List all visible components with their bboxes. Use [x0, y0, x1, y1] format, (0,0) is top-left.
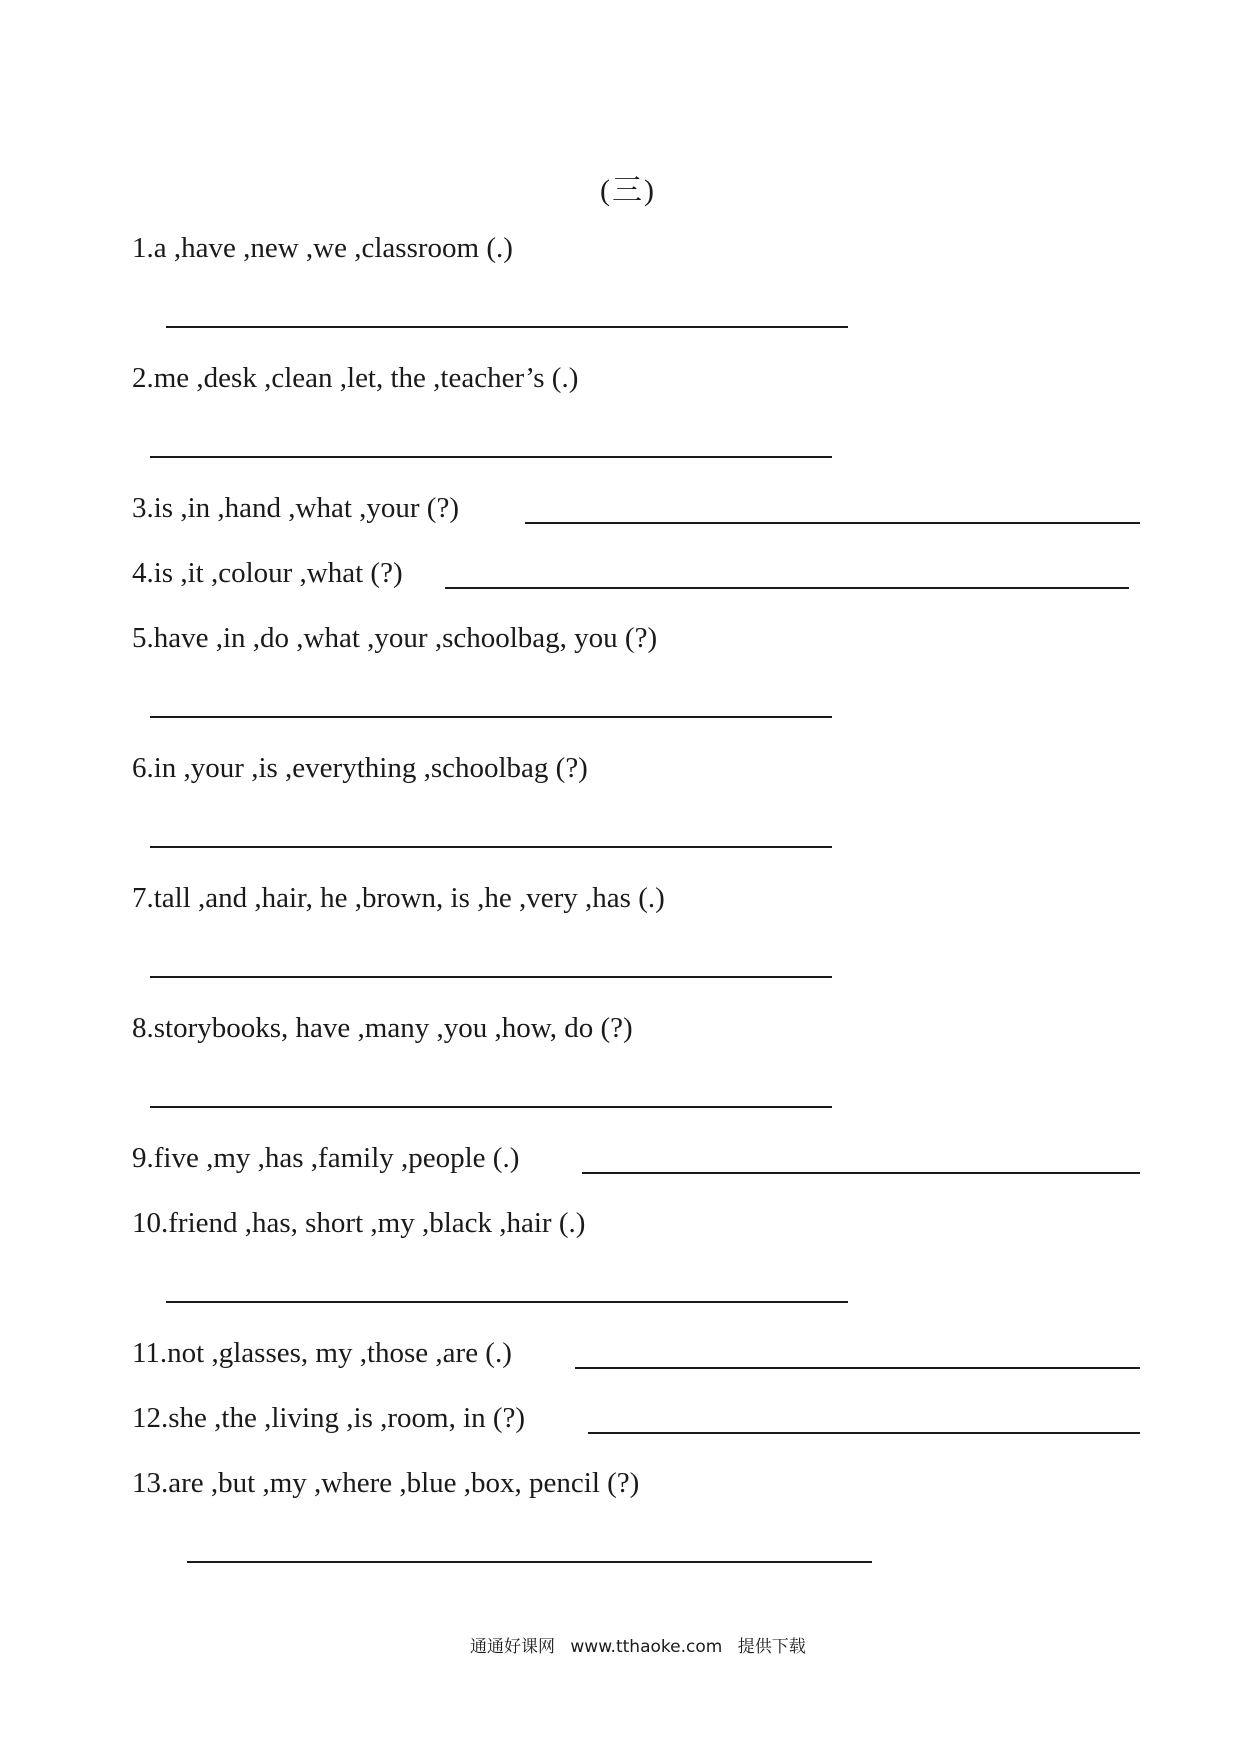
answer-line-9[interactable] [582, 1172, 1140, 1174]
answer-line-1[interactable] [166, 326, 848, 328]
question-7: 7.tall ,and ,hair, he ,brown, is ,he ,very ,has (.) [132, 882, 665, 914]
answer-line-13[interactable] [187, 1561, 872, 1563]
footer [470, 1632, 816, 1657]
question-6: 6.in ,your ,is ,everything ,schoolbag (?) [132, 752, 588, 784]
question-1: 1.a ,have ,new ,we ,classroom (.) [132, 232, 513, 264]
footer-url[interactable]: www.tthaoke.com [570, 1637, 723, 1657]
question-10: 10.friend ,has, short ,my ,black ,hair (.) [132, 1207, 586, 1239]
question-9: 9.five ,my ,has ,family ,people (.) [132, 1142, 520, 1174]
footer-site-name: 通通好课网 [470, 1637, 555, 1657]
question-12: 12.she ,the ,living ,is ,room, in (?) [132, 1402, 526, 1434]
question-2: 2.me ,desk ,clean ,let, the ,teacher’s (.) [132, 362, 579, 394]
answer-line-10[interactable] [166, 1301, 848, 1303]
answer-line-7[interactable] [150, 976, 832, 978]
answer-line-11[interactable] [575, 1367, 1140, 1369]
question-4: 4.is ,it ,colour ,what (?) [132, 557, 403, 589]
answer-line-8[interactable] [150, 1106, 832, 1108]
question-5: 5.have ,in ,do ,what ,your ,schoolbag, you (?) [132, 622, 658, 654]
footer-suffix: 提供下载 [737, 1637, 806, 1657]
answer-line-2[interactable] [150, 456, 832, 458]
answer-line-4[interactable] [445, 587, 1129, 589]
answer-line-5[interactable] [150, 716, 832, 718]
question-13: 13.are ,but ,my ,where ,blue ,box, pencil (?) [132, 1467, 640, 1499]
answer-line-12[interactable] [588, 1432, 1140, 1434]
question-8: 8.storybooks, have ,many ,you ,how, do (?) [132, 1012, 633, 1044]
answer-line-6[interactable] [150, 846, 832, 848]
question-11: 11.not ,glasses, my ,those ,are (.) [132, 1337, 512, 1369]
answer-line-3[interactable] [525, 522, 1140, 524]
section-title: (三) [600, 174, 656, 207]
question-3: 3.is ,in ,hand ,what ,your (?) [132, 492, 459, 524]
